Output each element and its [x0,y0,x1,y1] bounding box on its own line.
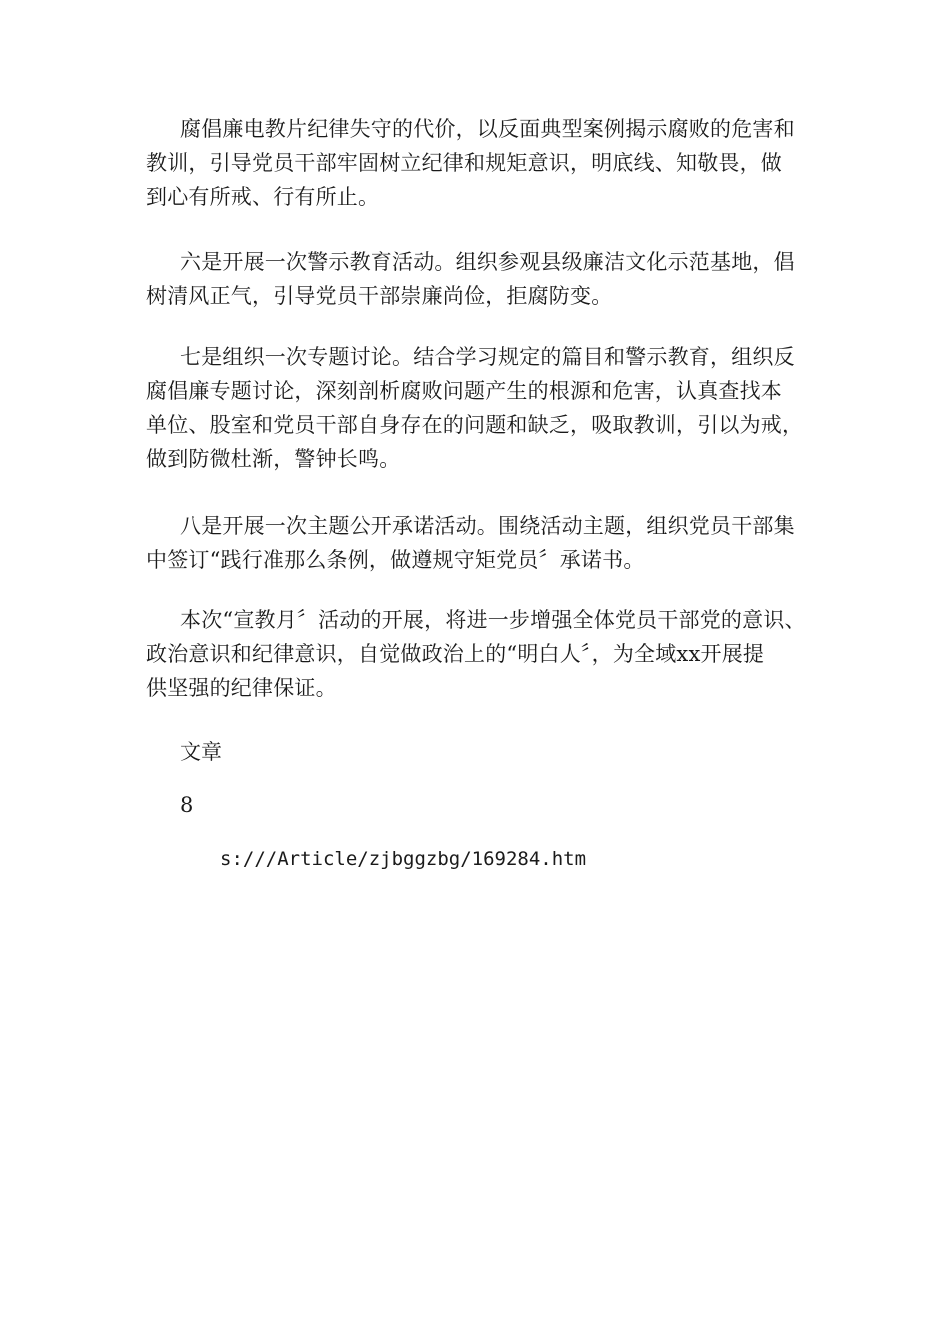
paragraph-1 [146,112,818,214]
paragraph-line: 单位、股室和党员干部自身存在的问题和缺乏，吸取教训，引以为戒， [146,413,804,437]
paragraph-2 [146,245,818,313]
paragraph-line: 教训，引导党员干部牢固树立纪律和规矩意识，明底线、知敬畏，做 [146,151,782,175]
paragraph-line: 七是组织一次专题讨论。结合学习规定的篇目和警示教育，组织反 [180,345,795,369]
paragraph-line: 六是开展一次警示教育活动。组织参观县级廉洁文化示范基地，倡 [180,250,795,274]
paragraph-line: 本次“宣教月〞活动的开展，将进一步增强全体党员干部党的意识、 [180,608,806,632]
paragraph-line: 中签订“践行准那么条例，做遵规守矩党员〞承诺书。 [146,548,645,572]
footer-word: 文章 [180,740,222,764]
paragraph-line: 八是开展一次主题公开承诺活动。围绕活动主题，组织党员干部集 [180,514,795,538]
paragraph-line: 腐倡廉专题讨论，深刻剖析腐败问题产生的根源和危害，认真查找本 [146,379,782,403]
paragraph-line: 做到防微杜渐，警钟长鸣。 [146,447,401,471]
footer-number: 8 [180,793,194,817]
paragraph-line: 政治意识和纪律意识，自觉做政治上的“明白人〞，为全域xx开展提 [146,642,765,666]
paragraph-line: 到心有所戒、行有所止。 [146,185,380,209]
paragraph-5 [146,603,818,705]
paragraph-line: 腐倡廉电教片纪律失守的代价，以反面典型案例揭示腐败的危害和 [180,117,795,141]
paragraph-3 [146,340,818,476]
paragraph-4 [146,509,818,577]
paragraph-line: 供坚强的纪律保证。 [146,676,337,700]
paragraph-line: 树清风正气，引导党员干部崇廉尚俭，拒腐防变。 [146,284,613,308]
footer-url: s:///Article/zjbggzbg/169284.htm [220,848,587,870]
